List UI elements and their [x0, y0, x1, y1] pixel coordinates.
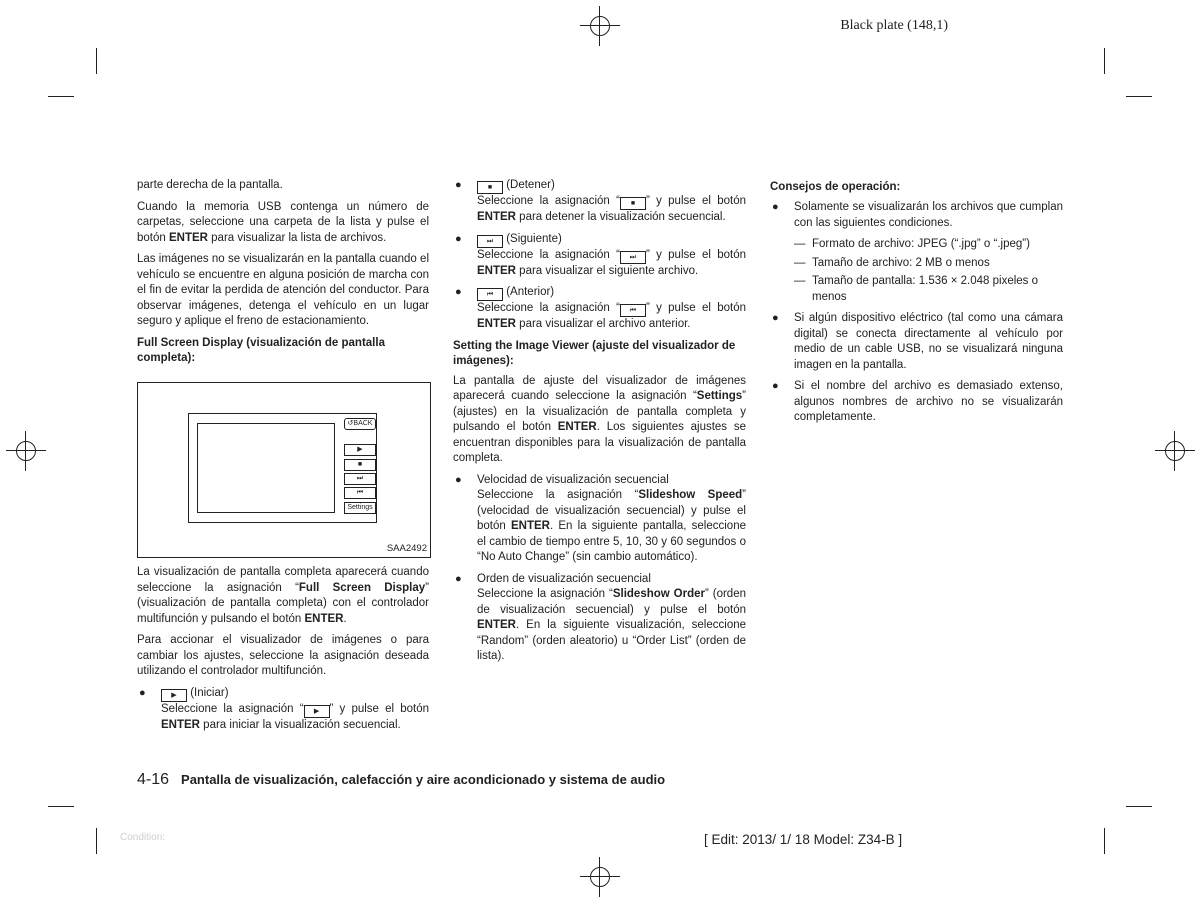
crop-mark — [1126, 806, 1152, 807]
back-button: ↺BACK — [344, 418, 376, 430]
screen-frame — [188, 413, 377, 523]
crop-mark — [48, 96, 74, 97]
edit-info: [ Edit: 2013/ 1/ 18 Model: Z34-B ] — [704, 832, 903, 847]
paragraph: Las imágenes no se visualizarán en la pantalla cuando el vehículo se encuentre en alguna posición de marcha con el fin de evitar la perdida de atención del conductor. Para observar imágenes, detenga el vehículo en un lugar seguro y aplique el freno de estacionamiento. — [137, 253, 429, 327]
section-heading: Setting the Image Viewer (ajuste del visualizador de imágenes): — [453, 339, 736, 367]
next-key-icon: ⏭ — [620, 251, 646, 264]
crop-mark — [96, 828, 97, 854]
column-1-lower — [137, 565, 429, 739]
stop-button: ■ — [344, 459, 376, 471]
bullet-icon: ● — [455, 572, 462, 585]
settings-button: Settings — [344, 502, 376, 514]
registration-mark-top — [580, 6, 620, 46]
crop-mark — [1104, 828, 1105, 854]
registration-mark-bottom — [580, 857, 620, 897]
list-item: ● Solamente se visualizarán los archivos que cumplan con las siguientes condiciones. — [772, 201, 1063, 229]
image-display-area — [197, 423, 335, 513]
play-key-icon: ▶ — [161, 689, 187, 702]
section-title: Pantalla de visualización, calefacción y aire acondicionado y sistema de audio — [181, 772, 666, 787]
play-button: ▶ — [344, 444, 376, 456]
screen-figure — [137, 382, 431, 558]
prev-key-icon: ⏮ — [477, 288, 503, 301]
play-key-icon: ▶ — [304, 705, 330, 718]
prev-key-icon: ⏮ — [620, 304, 646, 317]
bullet-icon: ● — [772, 312, 779, 324]
crop-mark — [1126, 96, 1152, 97]
plate-label: Black plate (148,1) — [840, 18, 948, 33]
list-subitem: — Formato de archivo: JPEG (“.jpg” o “.jpeg”) — [794, 238, 1030, 250]
bullet-icon: ● — [455, 473, 462, 486]
stop-key-icon: ■ — [477, 181, 503, 194]
bullet-icon: ● — [772, 201, 779, 213]
bullet-icon: ● — [455, 286, 462, 298]
crop-mark — [96, 48, 97, 74]
registration-mark-left — [6, 431, 46, 471]
list-subitem: — Tamaño de archivo: 2 MB o menos — [794, 256, 990, 269]
list-item: ● Orden de visualización secuencial Seleccione la asignación “Slideshow Order” (orden de visualización secuencial) y pulse el botón ENTER. En la siguiente visualización, seleccione “Random” (orden aleatorio) u “Order List” (orden de lista). — [455, 572, 746, 662]
column-3 — [770, 178, 1063, 432]
page-footer — [137, 771, 665, 789]
list-subitem: — Tamaño de pantalla: 1.536 × 2.048 pixeles o menos — [794, 275, 1039, 303]
bullet-icon: ● — [772, 380, 779, 392]
page-number: 4-16 — [137, 771, 170, 788]
bullet-icon: ● — [455, 179, 462, 191]
list-item: ● ⏭ (Siguiente) Seleccione la asignación “ ⏭ ” y pulse el botón ENTER para visualizar el siguiente archivo. — [455, 232, 746, 277]
paragraph: parte derecha de la pantalla. — [137, 179, 283, 191]
crop-mark — [48, 806, 74, 807]
column-2 — [453, 178, 746, 671]
figure-code: SAA2492 — [386, 543, 427, 554]
list-item: ● ■ (Detener) Seleccione la asignación “ ■ ” y pulse el botón ENTER para detener la visualización secuencial. — [455, 179, 746, 223]
stop-key-icon: ■ — [620, 197, 646, 210]
paragraph: La visualización de pantalla completa aparecerá cuando seleccione la asignación “Full Screen Display” (visualización de pantalla completa) con el controlador multifunción y pulsando el botón ENTER. — [137, 566, 429, 625]
list-item: ● Si el nombre del archivo es demasiado extenso, algunos nombres de archivo no se visualizarán completamente. — [772, 380, 1063, 423]
paragraph: La pantalla de ajuste del visualizador de imágenes aparecerá cuando seleccione la asignación “Settings” (ajustes) en la visualización de pantalla completa y pulsando el botón ENTER. Los siguientes ajustes se encuentran disponibles para la visualización de pantalla completa. — [453, 374, 746, 464]
bullet-icon: ● — [455, 232, 462, 245]
next-key-icon: ⏭ — [477, 235, 503, 248]
list-item: ● ⏮ (Anterior) Seleccione la asignación “ ⏮ ” y pulse el botón ENTER para visualizar el archivo anterior. — [455, 286, 746, 330]
list-item: ● Velocidad de visualización secuencial Seleccione la asignación “Slideshow Speed” (velocidad de visualización secuencial) y pulse el botón ENTER. En la siguiente pantalla, seleccione el cambio de tiempo entre 5, 10, 30 y 60 segundos o “No Auto Change” (sin cambio automático). — [455, 473, 747, 563]
condition-label: Condition: — [120, 832, 166, 843]
crop-mark — [1104, 48, 1105, 74]
paragraph: Para accionar el visualizador de imágenes o para cambiar los ajustes, seleccione la asignación deseada utilizando el controlador multifunción. — [137, 634, 429, 677]
registration-mark-right — [1155, 431, 1195, 471]
prev-button: ⏮ — [344, 487, 376, 499]
paragraph: Cuando la memoria USB contenga un número de carpetas, seleccione una carpeta de la lista y pulse el botón ENTER para visualizar la lista de archivos. — [137, 200, 429, 244]
next-button: ⏭ — [344, 473, 376, 485]
list-item: ● ▶ (Iniciar) Seleccione la asignación “ ▶ ” y pulse el botón ENTER para iniciar la visualización secuencial. — [139, 686, 429, 731]
list-item: ● Si algún dispositivo eléctrico (tal como una cámara digital) se conecta directamente al vehículo por medio de un cable USB, no se visualizará ninguna imagen en la pantalla. — [772, 312, 1063, 371]
section-heading: Consejos de operación: — [770, 181, 901, 193]
section-heading: Full Screen Display (visualización de pantalla completa): — [137, 336, 385, 364]
bullet-icon: ● — [139, 686, 146, 699]
column-1 — [137, 178, 429, 371]
